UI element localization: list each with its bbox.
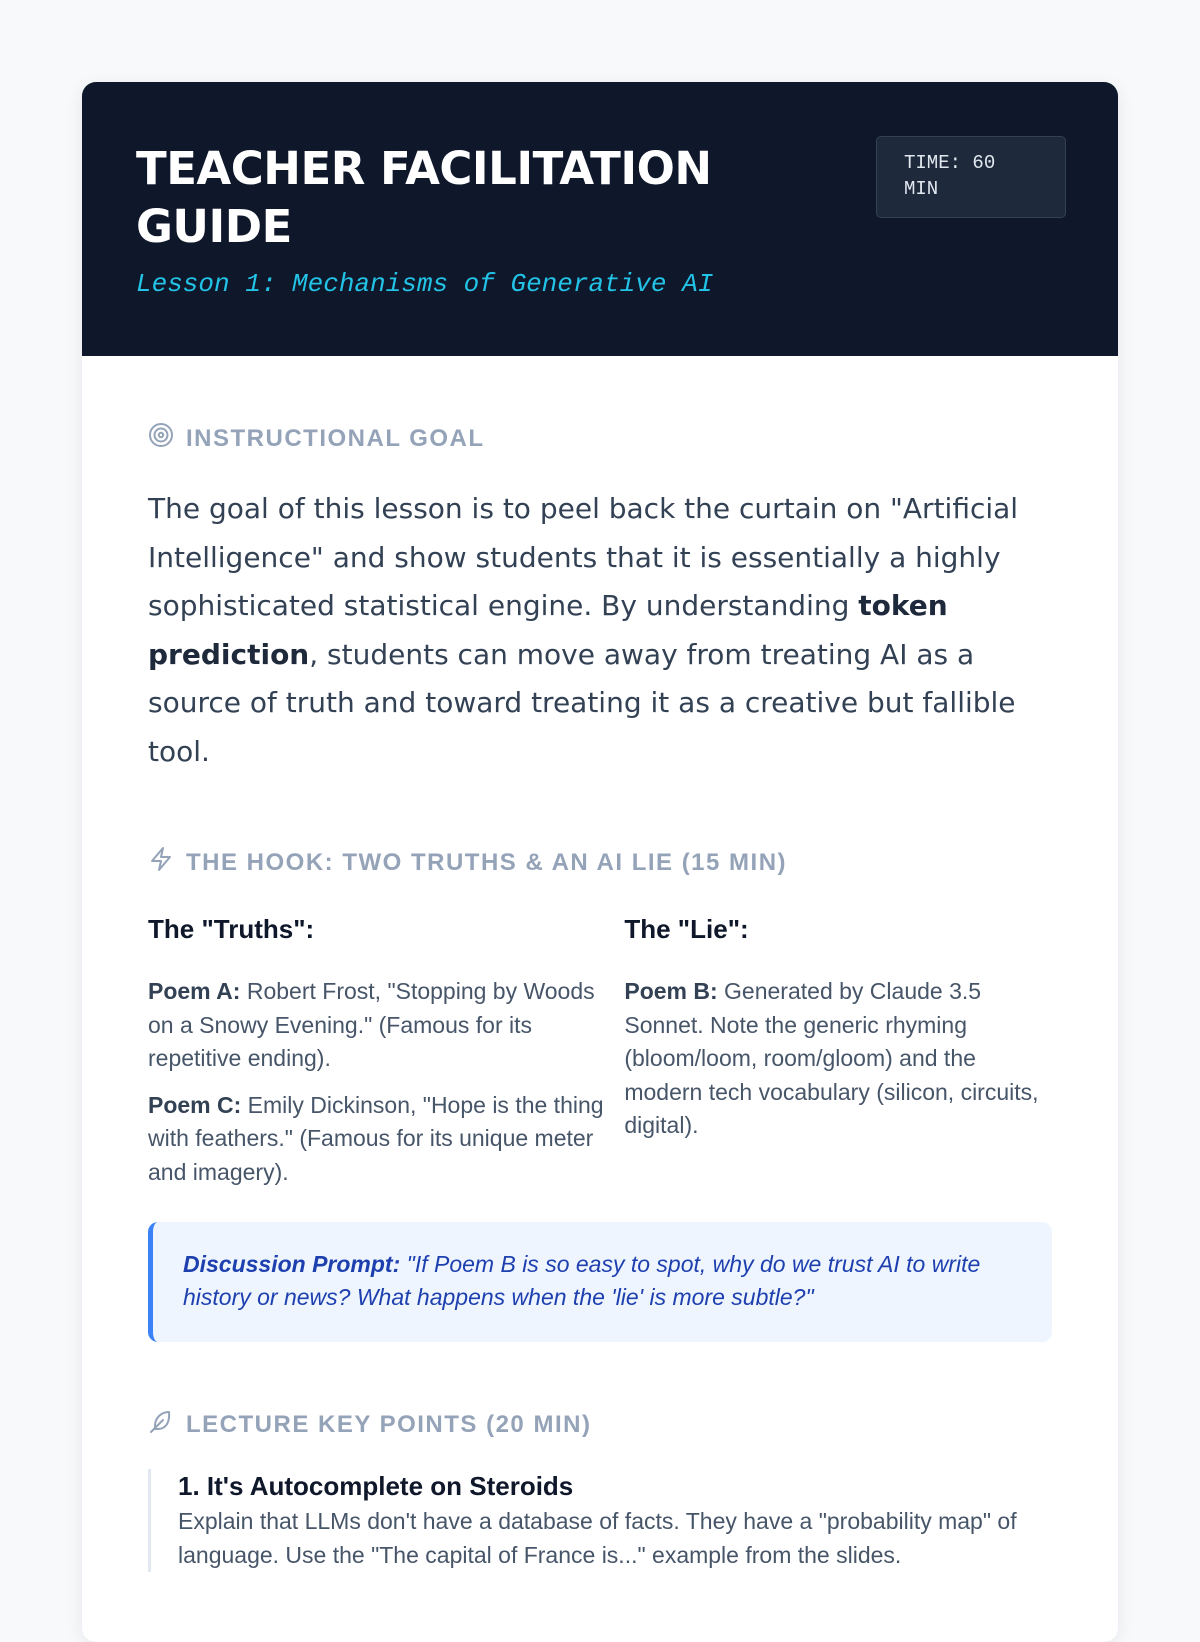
poem-a-text: Robert Frost, "Stopping by Woods on a Snowy Evening." (Famous for its repetitive ending). (148, 978, 595, 1071)
poem-c-text: Emily Dickinson, "Hope is the thing with feathers." (Famous for its unique meter and imagery). (148, 1091, 604, 1185)
poem-c-label: Poem C: (148, 1091, 242, 1118)
discussion-prompt-label: Discussion Prompt: (183, 1251, 401, 1277)
goal-text-part-1: The goal of this lesson is to peel back the curtain on "Artificial Intelligence" and show students that it is essentially a highly sophisticated statistical engine. By understanding (148, 492, 1019, 622)
point-title: 1. It's Autocomplete on Steroids (178, 1471, 574, 1501)
poem-c (148, 1089, 624, 1190)
goal-text-emphasis: token prediction (148, 589, 948, 671)
feather-icon (148, 1408, 174, 1441)
goal-text (148, 485, 1048, 776)
lecture-section-heading (148, 1408, 1052, 1441)
guide-header (82, 82, 1118, 356)
hook-columns (148, 914, 1052, 1202)
poem-b-text: Generated by Claude 3.5 Sonnet. Note the generic rhyming (bloom/loom, room/gloom) and the modern tech vocabulary (silicon, circuits, digital). (624, 978, 1039, 1138)
page-title: TEACHER FACILITATION GUIDE (136, 142, 712, 253)
poem-b (624, 975, 1052, 1143)
lecture-points (148, 1469, 1052, 1572)
lie-title: The "Lie": (624, 914, 749, 944)
poem-a (148, 975, 624, 1076)
lecture-heading-label: LECTURE KEY POINTS (20 MIN) (186, 1410, 592, 1438)
lie-column (624, 914, 1052, 1202)
goal-section-heading (148, 422, 1052, 455)
goal-text-part-2: , students can move away from treating AI as a source of truth and toward treating it as a creative but fallible tool. (148, 637, 1016, 768)
target-icon (148, 422, 174, 455)
guide-card (82, 82, 1118, 1642)
discussion-prompt-text: "If Poem B is so easy to spot, why do we trust AI to write history or news? What happens when the 'lie' is more subtle?" (183, 1251, 981, 1310)
point-text: Explain that LLMs don't have a database of facts. They have a "probability map" of language. Use the "The capital of France is..." example from the slides. (178, 1508, 1017, 1568)
lightning-icon (148, 846, 174, 879)
poem-a-label: Poem A: (148, 978, 241, 1004)
poem-b-label: Poem B: (624, 978, 718, 1004)
time-badge: TIME: 60 MIN (876, 136, 1066, 218)
lesson-subtitle: Lesson 1: Mechanisms of Generative AI (136, 269, 714, 299)
truths-column (148, 914, 624, 1202)
hook-heading-label: THE HOOK: TWO TRUTHS & AN AI LIE (15 MIN) (186, 848, 788, 876)
truths-title: The "Truths": (148, 914, 315, 944)
guide-body (82, 422, 1118, 1572)
goal-heading-label: INSTRUCTIONAL GOAL (186, 424, 485, 452)
discussion-prompt (148, 1222, 1052, 1342)
hook-section-heading (148, 846, 1052, 879)
